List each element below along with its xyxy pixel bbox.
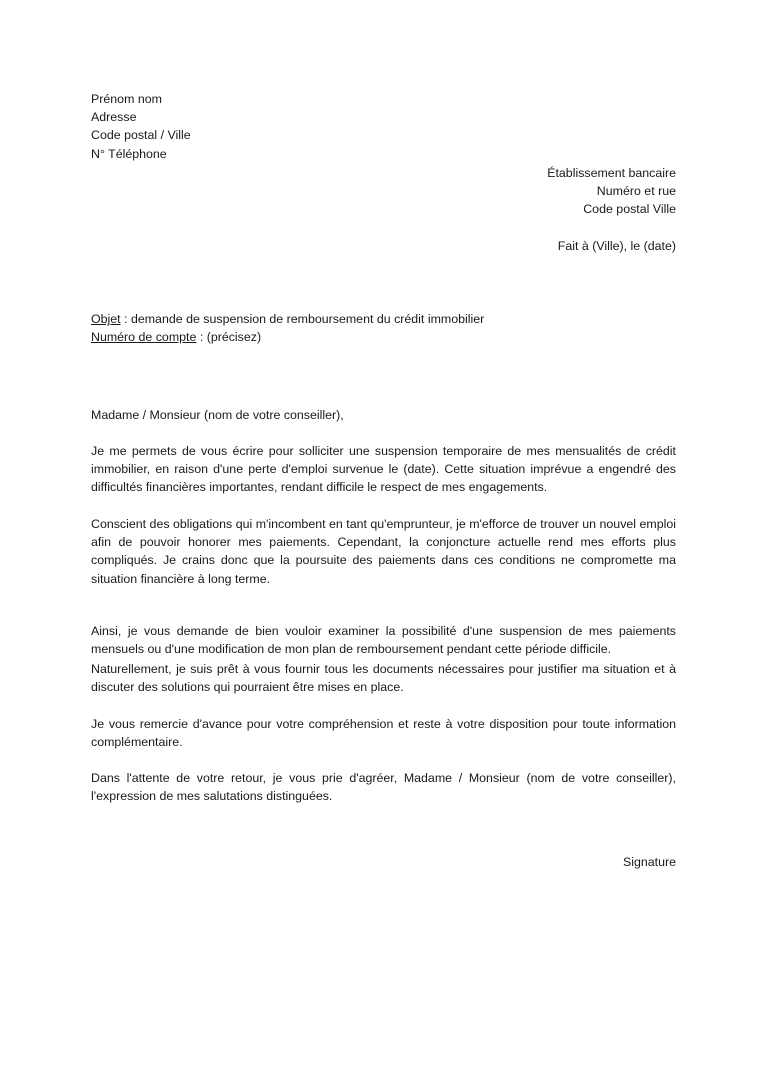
account-line (91, 328, 676, 346)
subject-block (91, 310, 676, 346)
salutation: Madame / Monsieur (nom de votre conseiller), (91, 408, 344, 422)
sender-phone: N° Téléphone (91, 146, 167, 161)
recipient-postal-city: Code postal Ville (583, 202, 676, 217)
sender-block (91, 90, 676, 163)
paragraph: Je vous remercie d'avance pour votre compréhension et reste à votre disposition pour toute information complémentaire. (91, 717, 676, 750)
recipient-block (91, 164, 676, 219)
paragraph: Dans l'attente de votre retour, je vous prie d'agréer, Madame / Monsieur (nom de votre conseiller), l'expression de mes salutations distinguées. (91, 771, 676, 804)
signature: Signature (622, 855, 676, 869)
account-text: : (précisez) (196, 330, 262, 345)
place-date: Fait à (Ville), le (date) (557, 239, 676, 253)
sender-name: Prénom nom (91, 92, 162, 106)
sender-address: Adresse (91, 110, 137, 125)
recipient-bank: Établissement bancaire (547, 166, 676, 180)
paragraph: Je me permets de vous écrire pour solliciter une suspension temporaire de mes mensualités de crédit immobilier, en raison d'une perte d'emploi survenue le (date). Cette situation imprévue a engendré des difficultés financières importantes, rendant difficile le respect de mes engagements. (91, 444, 676, 495)
account-label: Numéro de compte (91, 330, 197, 345)
paragraph: Conscient des obligations qui m'incombent en tant qu'emprunteur, je m'efforce de trouver un nouvel emploi afin de pouvoir honorer mes paiements. Cependant, la conjoncture actuelle rend mes efforts plus compliqués. Je crains donc que la poursuite des paiements dans ces conditions ne compromette ma situation financière à long terme. (91, 517, 676, 586)
subject-label: Objet (91, 312, 121, 326)
paragraph: Naturellement, je suis prêt à vous fournir tous les documents nécessaires pour justifier ma situation et à discuter des solutions qui pourraient être mises en place. (91, 662, 676, 695)
recipient-street: Numéro et rue (596, 184, 676, 199)
paragraph: Ainsi, je vous demande de bien vouloir examiner la possibilité d'une suspension de mes paiements mensuels ou d'une modification de mon plan de remboursement pendant cette période difficile. (91, 624, 676, 657)
subject-text: : demande de suspension de remboursement du crédit immobilier (120, 312, 485, 326)
sender-postal-city: Code postal / Ville (91, 128, 191, 143)
subject-line (91, 310, 676, 328)
